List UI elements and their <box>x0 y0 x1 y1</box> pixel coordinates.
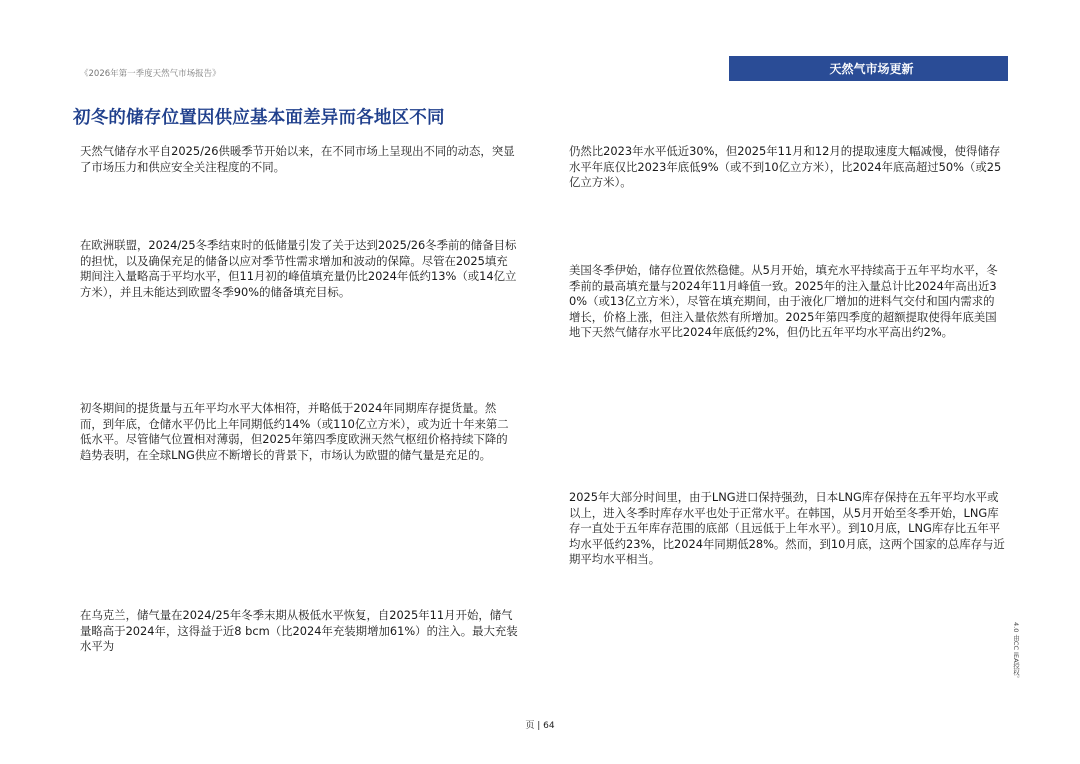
right-paragraph-2: 美国冬季伊始，储存位置依然稳健。从5月开始，填充水平持续高于五年平均水平，冬季前的最高填充量与2024年11月峰值一致。2025年的注入量总计比2024年高出近30%（或13亿立方米），尽管在填充期间，由于液化厂增加的进料气交付和国内需求的增长，价格上涨，但注入量依然有所增加。2025年第四季度的超额提取使得年底美国地下天然气储存水平比2024年底低约2%，但仍比五年平均水平高出约2%。 <box>569 263 998 340</box>
license-note: 4.0 由CC IEA授权。 <box>1012 622 1020 683</box>
right-paragraph-3: 2025年大部分时间里，由于LNG进口保持强劲，日本LNG库存保持在五年平均水平或以上，进入冬季时库存水平也处于正常水平。在韩国，从5月开始至冬季开始，LNG库存一直处于五年库存范围的底部（且远低于上年水平）。到10月底，LNG库存比五年平均水平低约23%，比2024年同期低28%。然而，到10月底，这两个国家的总库存与近期平均水平相当。 <box>569 490 1005 567</box>
left-paragraph-1: 天然气储存水平自2025/26供暖季节开始以来，在不同市场上呈现出不同的动态，突显了市场压力和供应安全关注程度的不同。 <box>80 144 515 174</box>
page-title: 初冬的储存位置因供应基本面差异而各地区不同 <box>73 108 445 128</box>
running-header: 《2026年第一季度天然气市场报告》 <box>80 69 221 79</box>
left-paragraph-2: 在欧洲联盟，2024/25冬季结束时的低储量引发了关于达到2025/26冬季前的储备目标的担忧，以及确保充足的储备以应对季节性需求增加和波动的保障。尽管在2025填充期间注入量略高于平均水平，但11月初的峰值填充量仍比2024年低约13%（或14亿立方米），并且未能达到欧盟冬季90%的储备填充目标。 <box>80 238 517 299</box>
section-tag: 天然气市场更新 <box>729 56 1008 81</box>
left-paragraph-4: 在乌克兰，储气量在2024/25年冬季末期从极低水平恢复，自2025年11月开始，储气量略高于2024年，这得益于近8 bcm（比2024年充装期增加61%）的注入。最大充装水平为 <box>80 608 518 654</box>
left-paragraph-3: 初冬期间的提货量与五年平均水平大体相符，并略低于2024年同期库存提货量。然而，到年底，仓储水平仍比上年同期低约14%（或110亿立方米），或为近十年来第二低水平。尽管储气位置相对薄弱，但2025年第四季度欧洲天然气枢纽价格持续下降的趋势表明，在全球LNG供应不断增长的背景下，市场认为欧盟的储气量是充足的。 <box>80 401 509 462</box>
right-paragraph-1: 仍然比2023年水平低近30%，但2025年11月和12月的提取速度大幅减慢，使得储存水平年底仅比2023年底低9%（或不到10亿立方米），比2024年底高超过50%（或25亿立方米）。 <box>569 144 1002 190</box>
page-number: 页 | 64 <box>525 721 555 731</box>
